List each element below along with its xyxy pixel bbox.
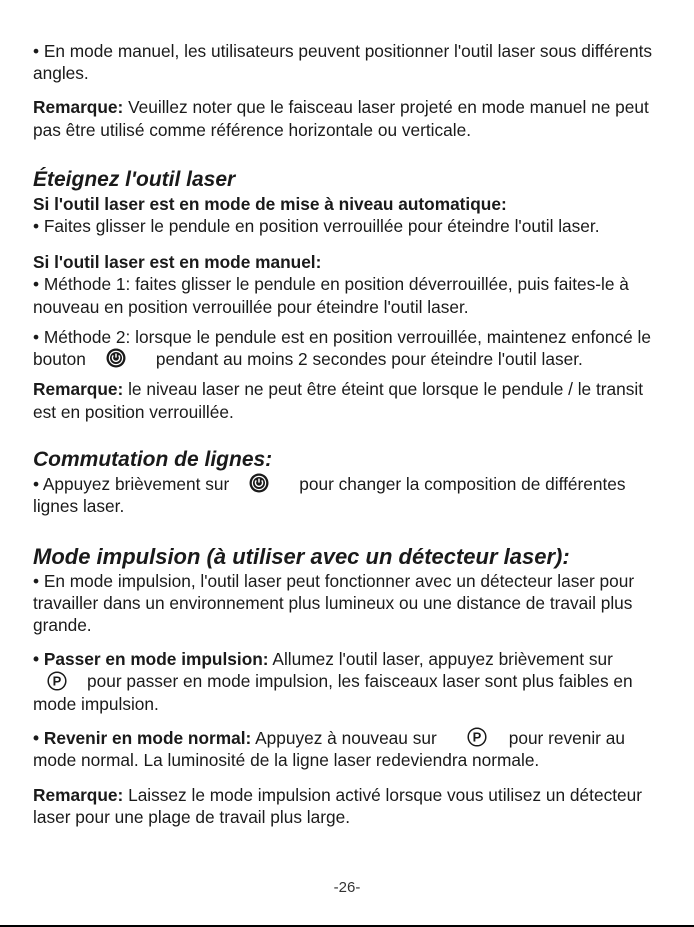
line-switching-text-a: • Appuyez brièvement sur: [33, 473, 230, 494]
subheading-auto-level: Si l'outil laser est en mode de mise à niveau automatique:: [33, 193, 507, 214]
note-pendulum: [33, 378, 663, 422]
note-label: Remarque:: [33, 784, 124, 805]
section-heading-pulse-mode: Mode impulsion (à utiliser avec un détecteur laser):: [33, 543, 570, 569]
pulse-p-button-icon: [47, 671, 67, 691]
pulse-on-paragraph: [33, 648, 663, 715]
pulse-on-label: • Passer en mode impulsion:: [33, 649, 269, 670]
pulse-off-paragraph: [33, 727, 663, 772]
manual-mode-paragraph: • En mode manuel, les utilisateurs peuvent positionner l'outil laser sous différents angles.: [33, 41, 653, 84]
method-1-paragraph: • Méthode 1: faites glisser le pendule en position déverrouillée, puis faites-le à nouveau en position verrouillée pour éteindre l'outil laser.: [33, 274, 629, 317]
power-button-icon: [106, 348, 126, 368]
note-text: le niveau laser ne peut être éteint que lorsque le pendule / le transit est en position verrouillée.: [33, 379, 644, 422]
svg-text:P: P: [472, 730, 482, 746]
section-heading-line-switching: Commutation de lignes:: [33, 447, 273, 471]
pulse-off-label: • Revenir en mode normal:: [33, 727, 252, 748]
line-switching-text-b: pour changer la composition de différentes lignes laser.: [33, 473, 626, 517]
method-2-paragraph: [33, 326, 663, 371]
note-pulse-detector: [33, 784, 663, 828]
pulse-on-text-a: Allumez l'outil laser, appuyez brièvement sur: [268, 649, 613, 670]
method-2-text-a: • Méthode 2: lorsque le pendule est en position verrouillée, maintenez enfoncé le bouton: [33, 326, 652, 370]
page-number: -26-: [333, 879, 361, 896]
pulse-off-text-b: pour revenir au mode normal. La luminosité de la ligne laser redeviendra normale.: [33, 727, 625, 771]
note-label: Remarque:: [33, 379, 124, 400]
subheading-manual-mode: Si l'outil laser est en mode manuel:: [33, 252, 322, 273]
pulse-mode-paragraph: • En mode impulsion, l'outil laser peut fonctionner avec un détecteur laser pour travailler dans un environnement plus lumineux ou une distance de travail plus grande.: [33, 570, 635, 635]
pulse-off-text-a: Appuyez à nouveau sur: [251, 727, 437, 748]
note-text: Laissez le mode impulsion activé lorsque vous utilisez un détecteur laser pour une plage de travail plus large.: [33, 784, 642, 827]
method-2-text-b: pendant au moins 2 secondes pour éteindre l'outil laser.: [155, 349, 583, 370]
pulse-on-text-b: pour passer en mode impulsion, les faisceaux laser sont plus faibles en mode impulsion.: [33, 671, 633, 714]
note-label: Remarque:: [33, 97, 124, 118]
note-manual-mode: [33, 96, 663, 140]
line-switching-paragraph: [33, 473, 663, 518]
section-heading-turn-off: Éteignez l'outil laser: [33, 167, 236, 191]
manual-page-content: [33, 40, 663, 828]
svg-text:P: P: [52, 673, 62, 689]
auto-level-paragraph: • Faites glisser le pendule en position verrouillée pour éteindre l'outil laser.: [33, 216, 600, 237]
pulse-p-button-icon: [467, 727, 487, 747]
power-button-icon: [249, 473, 269, 493]
note-text: Veuillez noter que le faisceau laser projeté en mode manuel ne peut pas être utilisé comme référence horizontale ou verticale.: [33, 97, 649, 140]
